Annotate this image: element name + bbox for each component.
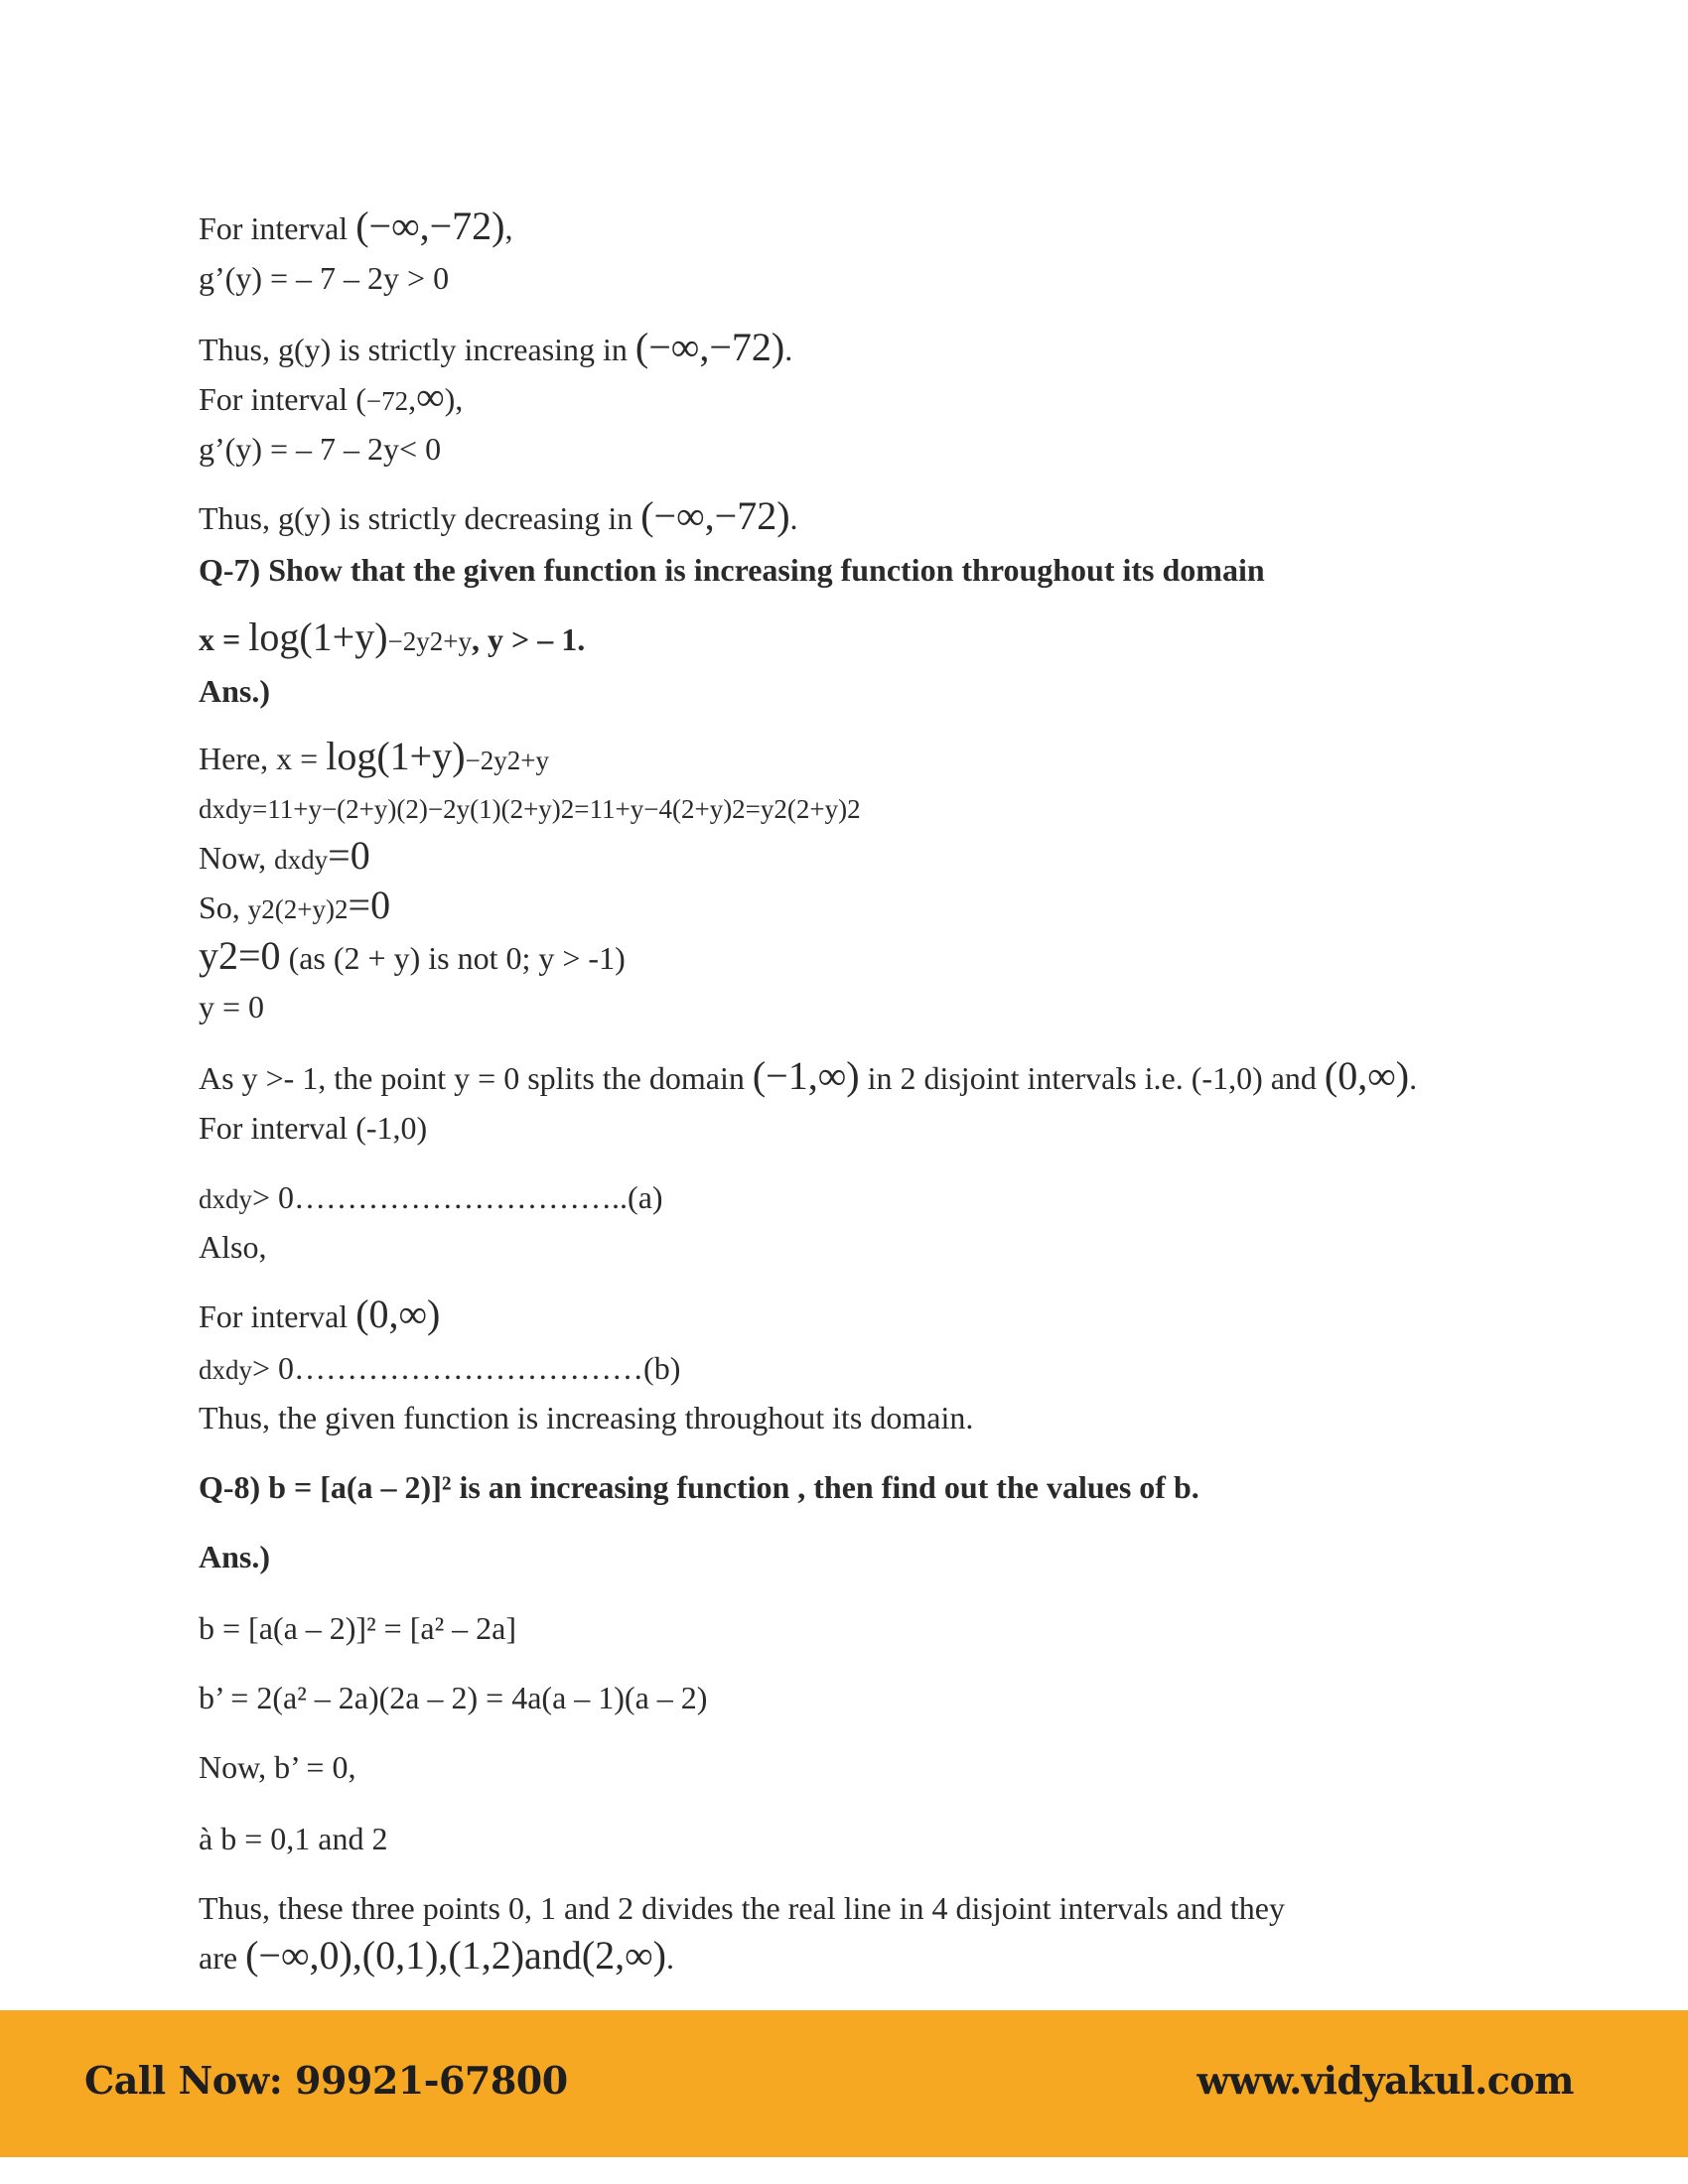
so-line: So, y2(2+y)2=0 xyxy=(199,883,391,927)
y-equals-zero: y = 0 xyxy=(199,989,265,1024)
now-dxdy-line: Now, dxdy=0 xyxy=(199,833,370,878)
website-link[interactable]: www.vidyakul.com xyxy=(1196,2058,1574,2103)
b-prime-zero: Now, b’ = 0, xyxy=(199,1749,356,1785)
increasing-conclusion: Thus, g(y) is strictly increasing in (−∞,−72). xyxy=(199,325,793,369)
also-line: Also, xyxy=(199,1229,267,1265)
inequality-b: dxdy> 0……………………………(b) xyxy=(199,1350,681,1386)
y-squared-line: y2=0 (as (2 + y) is not 0; y > -1) xyxy=(199,933,626,978)
b-derivative: b’ = 2(a² – 2a)(2a – 2) = 4a(a – 1)(a – 2) xyxy=(199,1680,708,1715)
interval-zero-infinity: For interval (0,∞) xyxy=(199,1292,441,1336)
footer-banner xyxy=(0,2010,1688,2157)
decreasing-conclusion: Thus, g(y) is strictly decreasing in (−∞,−72). xyxy=(199,493,798,538)
derivative-expansion: dxdy=11+y−(2+y)(2)−2y(1)(2+y)2=11+y−4(2+y)2=y2(2+y)2 xyxy=(199,794,861,824)
call-now-text: Call Now: 99921-67800 xyxy=(84,2058,568,2103)
question-7-expression: x = log(1+y)−2y2+y, y > – 1. xyxy=(199,614,586,659)
b-values: à b = 0,1 and 2 xyxy=(199,1821,388,1856)
derivative-line-1: g’(y) = – 7 – 2y > 0 xyxy=(199,260,450,296)
derivative-line-2: g’(y) = – 7 – 2y< 0 xyxy=(199,431,442,467)
domain-split-line: As y >- 1, the point y = 0 splits the domain (−1,∞) in 2 disjoint intervals i.e. (-1,0) and (0,∞). xyxy=(199,1053,1418,1098)
q8-conclusion-1: Thus, these three points 0, 1 and 2 divides the real line in 4 disjoint intervals and they xyxy=(199,1890,1285,1926)
question-7-heading: Q-7) Show that the given function is increasing function throughout its domain xyxy=(199,552,1265,588)
answer-label-2: Ans.) xyxy=(199,1539,271,1574)
answer-label-1: Ans.) xyxy=(199,673,271,709)
interval-minus-one-zero: For interval (-1,0) xyxy=(199,1110,428,1146)
interval-line-1: For interval (−∞,−72), xyxy=(199,204,513,248)
b-expansion: b = [a(a – 2)]² = [a² – 2a] xyxy=(199,1610,517,1646)
here-x-line: Here, x = log(1+y)−2y2+y xyxy=(199,734,549,778)
interval-line-2: For interval (−72,∞), xyxy=(199,374,464,419)
q7-conclusion: Thus, the given function is increasing throughout its domain. xyxy=(199,1400,974,1435)
question-8-heading: Q-8) b = [a(a – 2)]² is an increasing function , then find out the values of b. xyxy=(199,1469,1199,1505)
inequality-a: dxdy> 0…………………………..(a) xyxy=(199,1179,663,1215)
q8-conclusion-2: are (−∞,0),(0,1),(1,2)and(2,∞). xyxy=(199,1933,674,1978)
